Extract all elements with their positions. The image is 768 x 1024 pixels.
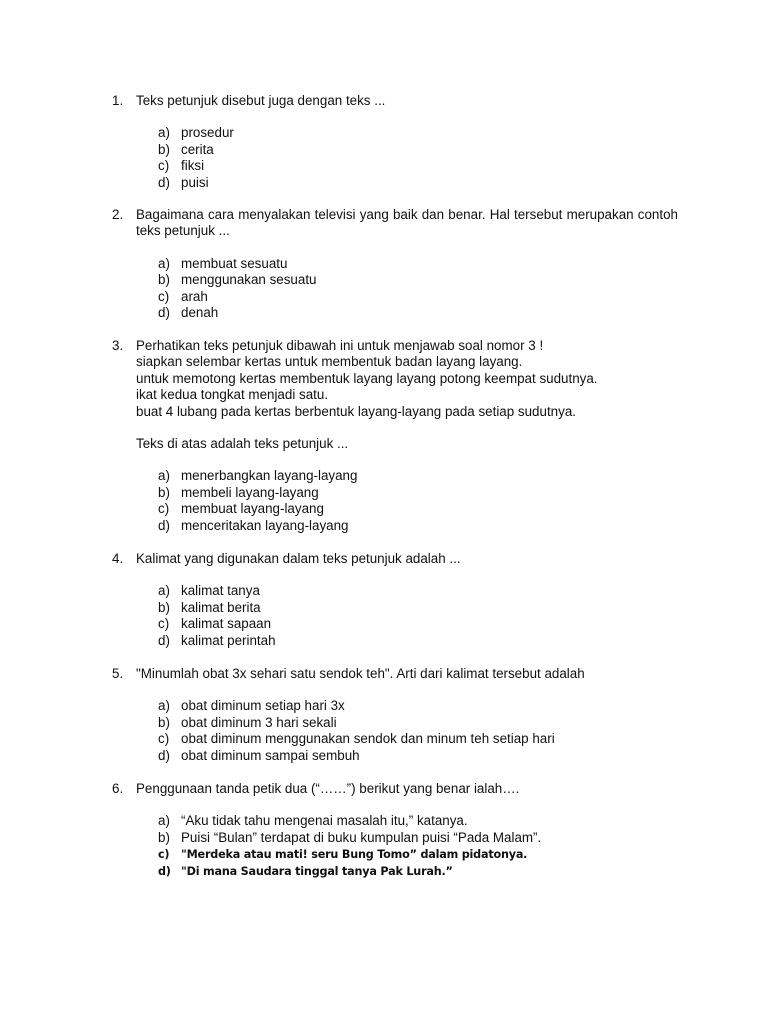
option-list <box>136 125 678 191</box>
option-d <box>136 305 678 321</box>
option-letter: c) <box>158 288 170 304</box>
option-b <box>136 600 678 616</box>
option-list <box>136 256 678 322</box>
option-c <box>136 846 678 863</box>
question-1 <box>112 93 678 191</box>
question-3 <box>112 338 678 534</box>
question-number: 5. <box>112 666 124 681</box>
question-number: 1. <box>112 93 124 108</box>
option-a <box>136 256 678 272</box>
option-text: kalimat sapaan <box>181 616 272 632</box>
option-a <box>136 468 678 484</box>
option-letter: c) <box>158 158 170 174</box>
option-list <box>136 813 678 880</box>
option-d <box>136 863 678 880</box>
question-number: 2. <box>112 207 124 222</box>
option-text: membuat layang-layang <box>181 501 324 517</box>
option-letter: b) <box>158 272 170 288</box>
option-letter: d) <box>158 517 170 533</box>
option-text: cerita <box>181 141 214 157</box>
option-b <box>136 485 678 501</box>
option-text: obat diminum 3 hari sekali <box>181 714 337 730</box>
option-letter: d) <box>158 632 170 648</box>
option-text: obat diminum setiap hari 3x <box>181 698 345 714</box>
text-line: untuk memotong kertas membentuk layang layang potong keempat sudutnya. <box>136 370 598 386</box>
option-letter: b) <box>158 599 170 615</box>
option-text: arah <box>181 288 208 304</box>
question-prompt: Teks di atas adalah teks petunjuk ... <box>136 436 349 452</box>
option-text: prosedur <box>181 125 234 141</box>
option-text: fiksi <box>181 158 205 174</box>
option-letter: d) <box>158 747 170 763</box>
question-text: Teks petunjuk disebut juga dengan teks ... <box>136 93 386 108</box>
option-a <box>136 125 678 141</box>
option-letter: c) <box>158 616 170 632</box>
option-list <box>136 583 678 649</box>
option-letter: c) <box>158 848 170 862</box>
option-text: menceritakan layang-layang <box>181 517 349 533</box>
option-d <box>136 748 678 764</box>
option-letter: b) <box>158 714 170 730</box>
option-list <box>136 698 678 764</box>
option-text: "Di mana Saudara tinggal tanya Pak Lurah.” <box>181 865 453 879</box>
option-text: menggunakan sesuatu <box>181 272 317 288</box>
option-letter: a) <box>158 125 170 141</box>
option-letter: a) <box>158 583 170 599</box>
option-c <box>136 616 678 632</box>
option-text: membuat sesuatu <box>181 255 288 271</box>
option-a <box>136 583 678 599</box>
text-line: buat 4 lubang pada kertas berbentuk layang-layang pada setiap sudutnya. <box>136 403 576 419</box>
instruction-text-block <box>136 338 678 420</box>
question-5 <box>112 666 678 764</box>
option-letter: b) <box>158 141 170 157</box>
question-number: 6. <box>112 781 124 796</box>
option-letter: c) <box>158 501 170 517</box>
option-c <box>136 289 678 305</box>
option-text: obat diminum sampai sembuh <box>181 747 360 763</box>
question-6 <box>112 781 678 880</box>
text-line: ikat kedua tongkat menjadi satu. <box>136 387 329 403</box>
question-text: Bagaimana cara menyalakan televisi yang baik dan benar. Hal tersebut merupakan contoh teks petunjuk ... <box>136 207 678 239</box>
option-letter: a) <box>158 255 170 271</box>
question-text: Kalimat yang digunakan dalam teks petunjuk adalah ... <box>136 551 461 566</box>
option-letter: a) <box>158 813 170 829</box>
text-line: Perhatikan teks petunjuk dibawah ini untuk menjawab soal nomor 3 ! <box>136 338 544 353</box>
question-text: Penggunaan tanda petik dua (“……”) berikut yang benar ialah…. <box>136 781 520 796</box>
option-text: "Merdeka atau mati! seru Bung Tomo” dalam pidatonya. <box>181 848 528 862</box>
option-list <box>136 468 678 534</box>
option-letter: b) <box>158 484 170 500</box>
question-text: "Minumlah obat 3x sehari satu sendok teh". Arti dari kalimat tersebut adalah <box>136 666 585 681</box>
question-number: 3. <box>112 338 124 353</box>
text-line: siapkan selembar kertas untuk membentuk badan layang layang. <box>136 354 523 370</box>
option-text: kalimat tanya <box>181 583 260 599</box>
option-text: kalimat perintah <box>181 632 276 648</box>
question-4 <box>112 551 678 649</box>
option-b <box>136 830 678 846</box>
option-text: “Aku tidak tahu mengenai masalah itu,” katanya. <box>181 813 468 829</box>
option-letter: d) <box>158 174 170 190</box>
question-number: 4. <box>112 551 124 566</box>
option-d <box>136 518 678 534</box>
option-letter: a) <box>158 698 170 714</box>
option-letter: a) <box>158 468 170 484</box>
option-a <box>136 813 678 829</box>
option-c <box>136 158 678 174</box>
option-text: Puisi “Bulan” terdapat di buku kumpulan puisi “Pada Malam”. <box>181 829 542 845</box>
option-letter: d) <box>158 304 170 320</box>
question-2 <box>112 207 678 321</box>
option-text: obat diminum menggunakan sendok dan minum teh setiap hari <box>181 731 555 747</box>
option-a <box>136 698 678 714</box>
option-letter: c) <box>158 731 170 747</box>
option-text: kalimat berita <box>181 599 261 615</box>
option-letter: d) <box>158 865 171 879</box>
option-b <box>136 142 678 158</box>
option-d <box>136 633 678 649</box>
option-text: puisi <box>181 174 209 190</box>
option-text: menerbangkan layang-layang <box>181 468 358 484</box>
option-b <box>136 272 678 288</box>
option-c <box>136 731 678 747</box>
option-d <box>136 175 678 191</box>
option-letter: b) <box>158 829 170 845</box>
option-text: membeli layang-layang <box>181 484 319 500</box>
option-text: denah <box>181 304 219 320</box>
option-b <box>136 715 678 731</box>
option-c <box>136 501 678 517</box>
